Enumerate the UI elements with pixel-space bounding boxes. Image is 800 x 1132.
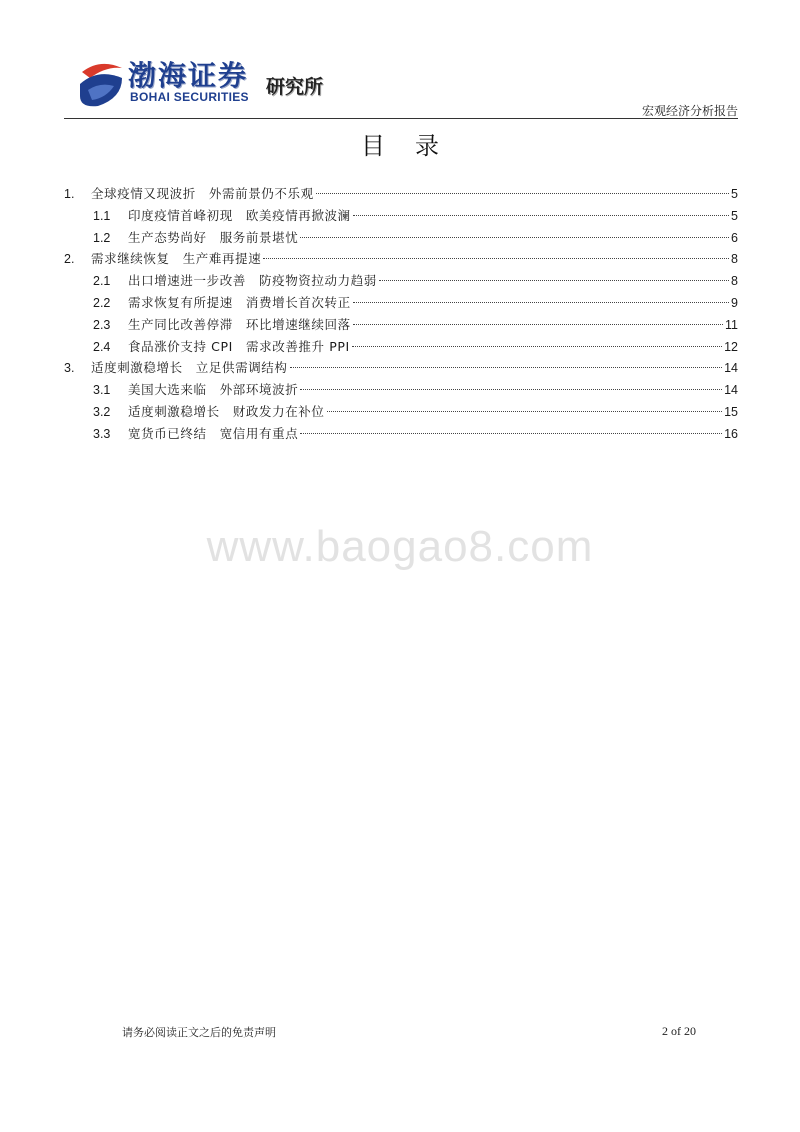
toc-entry[interactable] (64, 423, 738, 445)
toc-entry-number: 1. (64, 187, 75, 201)
toc-entry-title: 生产同比改善停滞 环比增速继续回落 (128, 316, 351, 332)
toc-entry-number: 2.2 (93, 295, 111, 310)
toc-entry-page: 8 (731, 274, 738, 289)
toc-dot-leader (300, 389, 722, 390)
header-divider (64, 118, 738, 119)
toc-entry-number: 2.4 (93, 339, 111, 354)
toc-entry-page: 12 (724, 339, 738, 354)
toc-entry-title: 适度刺激稳增长 立足供需调结构 (91, 360, 288, 376)
toc-entry-number: 1.2 (93, 230, 111, 245)
toc-entry[interactable] (64, 401, 738, 423)
toc-entry[interactable] (64, 357, 738, 379)
report-type-label: 宏观经济分析报告 (641, 104, 738, 118)
footer-disclaimer: 请务必阅读正文之后的免责声明 (122, 1026, 276, 1039)
toc-entry-page: 5 (731, 187, 738, 201)
toc-entry-page: 5 (731, 208, 738, 223)
toc-entry-title: 生产态势尚好 服务前景堪忧 (128, 229, 299, 245)
toc-entry-title: 需求恢复有所提速 消费增长首次转正 (128, 294, 351, 310)
toc-entry-number: 3.2 (93, 404, 111, 419)
institute-label: 研究所 (266, 76, 324, 98)
toc-dot-leader (352, 346, 722, 347)
toc-entry-number: 3.3 (93, 426, 111, 441)
toc-entry-number: 3.1 (93, 383, 111, 398)
toc-dot-leader (263, 258, 729, 259)
toc-entry[interactable] (64, 379, 738, 401)
toc-entry-title: 食品涨价支持 CPI 需求改善推升 PPI (128, 338, 350, 354)
toc-entry-page: 14 (724, 383, 738, 398)
toc-entry-number: 2.1 (93, 274, 111, 289)
toc-entry-title: 适度刺激稳增长 财政发力在补位 (128, 403, 325, 419)
toc-entry-title: 美国大选来临 外部环境波折 (128, 382, 299, 398)
logo-chinese-name: 渤海证券 (128, 59, 249, 92)
toc-entry-number: 1.1 (93, 208, 111, 223)
toc-entry[interactable] (64, 227, 738, 249)
toc-entry-page: 14 (724, 361, 738, 376)
toc-dot-leader (353, 215, 729, 216)
toc-entry-title: 宽货币已终结 宽信用有重点 (128, 425, 299, 441)
toc-dot-leader (327, 411, 723, 412)
toc-entry-title: 全球疫情又现波折 外需前景仍不乐观 (91, 186, 314, 201)
toc-entry[interactable] (64, 336, 738, 358)
toc-entry-title: 印度疫情首峰初现 欧美疫情再掀波澜 (128, 207, 351, 223)
toc-entry[interactable] (64, 292, 738, 314)
bohai-logo-icon (76, 58, 126, 110)
toc-dot-leader (300, 433, 722, 434)
toc-dot-leader (316, 193, 729, 194)
toc-entry-page: 9 (731, 295, 738, 310)
toc-entry-title: 出口增速进一步改善 防疫物资拉动力趋弱 (128, 273, 377, 289)
toc-entry[interactable] (64, 205, 738, 227)
logo-english-name: BOHAI SECURITIES (130, 90, 249, 104)
toc-entry[interactable] (64, 314, 738, 336)
toc-entry[interactable] (64, 248, 738, 270)
toc-entry-page: 16 (724, 426, 738, 441)
page-header (64, 50, 738, 120)
watermark: www.baogao8.com (206, 522, 594, 571)
toc-dot-leader (353, 324, 723, 325)
toc-entry-title: 需求继续恢复 生产难再提速 (91, 251, 262, 267)
toc-entry-number: 2. (64, 252, 75, 267)
toc-dot-leader (290, 367, 723, 368)
toc-entry-page: 8 (731, 252, 738, 267)
toc-entry-number: 2.3 (93, 317, 111, 332)
toc-entry[interactable] (64, 270, 738, 292)
toc-entry-number: 3. (64, 361, 75, 376)
toc-entry-page: 6 (731, 230, 738, 245)
page-indicator: 2 of 20 (662, 1024, 696, 1038)
toc-entry-page: 15 (724, 404, 738, 419)
toc-entry[interactable] (64, 183, 738, 205)
toc-entry-page: 11 (725, 317, 738, 332)
page-title: 目录 (361, 132, 469, 160)
toc-dot-leader (300, 237, 729, 238)
table-of-contents (64, 183, 738, 445)
toc-dot-leader (353, 302, 729, 303)
toc-dot-leader (379, 280, 729, 281)
